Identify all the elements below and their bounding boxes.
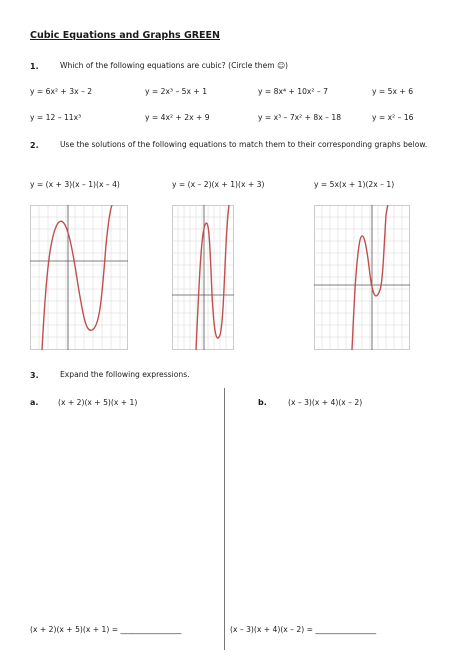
cubic-graph-1 — [30, 205, 128, 350]
graph-1-frame — [31, 206, 128, 350]
q3b-answer-line[interactable]: (x – 3)(x + 4)(x – 2) = ________________ — [230, 625, 377, 634]
worksheet-title: Cubic Equations and Graphs GREEN — [30, 30, 220, 41]
q2-equation-1: y = (x + 3)(x – 1)(x – 4) — [30, 180, 120, 189]
q2-text: Use the solutions of the following equations to match them to their corresponding graphs below. — [60, 140, 428, 149]
q3a-answer-line[interactable]: (x + 2)(x + 5)(x + 1) = ________________ — [30, 625, 182, 634]
cubic-graph-2 — [172, 205, 234, 350]
q1-equation-5: y = 12 – 11x³ — [30, 113, 82, 122]
q3b-expression: (x – 3)(x + 4)(x – 2) — [288, 398, 363, 407]
graph-3-grid — [314, 205, 410, 350]
q1-equation-6: y = 4x² + 2x + 9 — [145, 113, 210, 122]
cubic-graph-3 — [314, 205, 410, 350]
q1-equation-1: y = 6x² + 3x – 2 — [30, 87, 93, 96]
q1-text: Which of the following equations are cubic? (Circle them ☺) — [60, 61, 288, 70]
q1-equation-8: y = x² – 16 — [372, 113, 414, 122]
q1-equation-7: y = x³ – 7x² + 8x – 18 — [258, 113, 342, 122]
q3-number: 3. — [30, 371, 39, 380]
q1-equation-2: y = 2x³ – 5x + 1 — [145, 87, 208, 96]
q1-equation-3: y = 8x⁴ + 10x² – 7 — [258, 87, 328, 96]
q1-equation-4: y = 5x + 6 — [372, 87, 414, 96]
q2-number: 2. — [30, 141, 39, 150]
graph-1-grid — [30, 205, 128, 350]
q3a-expression: (x + 2)(x + 5)(x + 1) — [58, 398, 138, 407]
column-divider — [224, 388, 225, 650]
q3b-label: b. — [258, 398, 267, 407]
q2-equation-2: y = (x – 2)(x + 1)(x + 3) — [172, 180, 265, 189]
graph-1-curve — [42, 205, 112, 350]
q2-equation-3: y = 5x(x + 1)(2x – 1) — [314, 180, 395, 189]
graph-2-curve — [196, 205, 229, 350]
q3a-label: a. — [30, 398, 39, 407]
q3-text: Expand the following expressions. — [60, 370, 190, 379]
q1-number: 1. — [30, 62, 39, 71]
